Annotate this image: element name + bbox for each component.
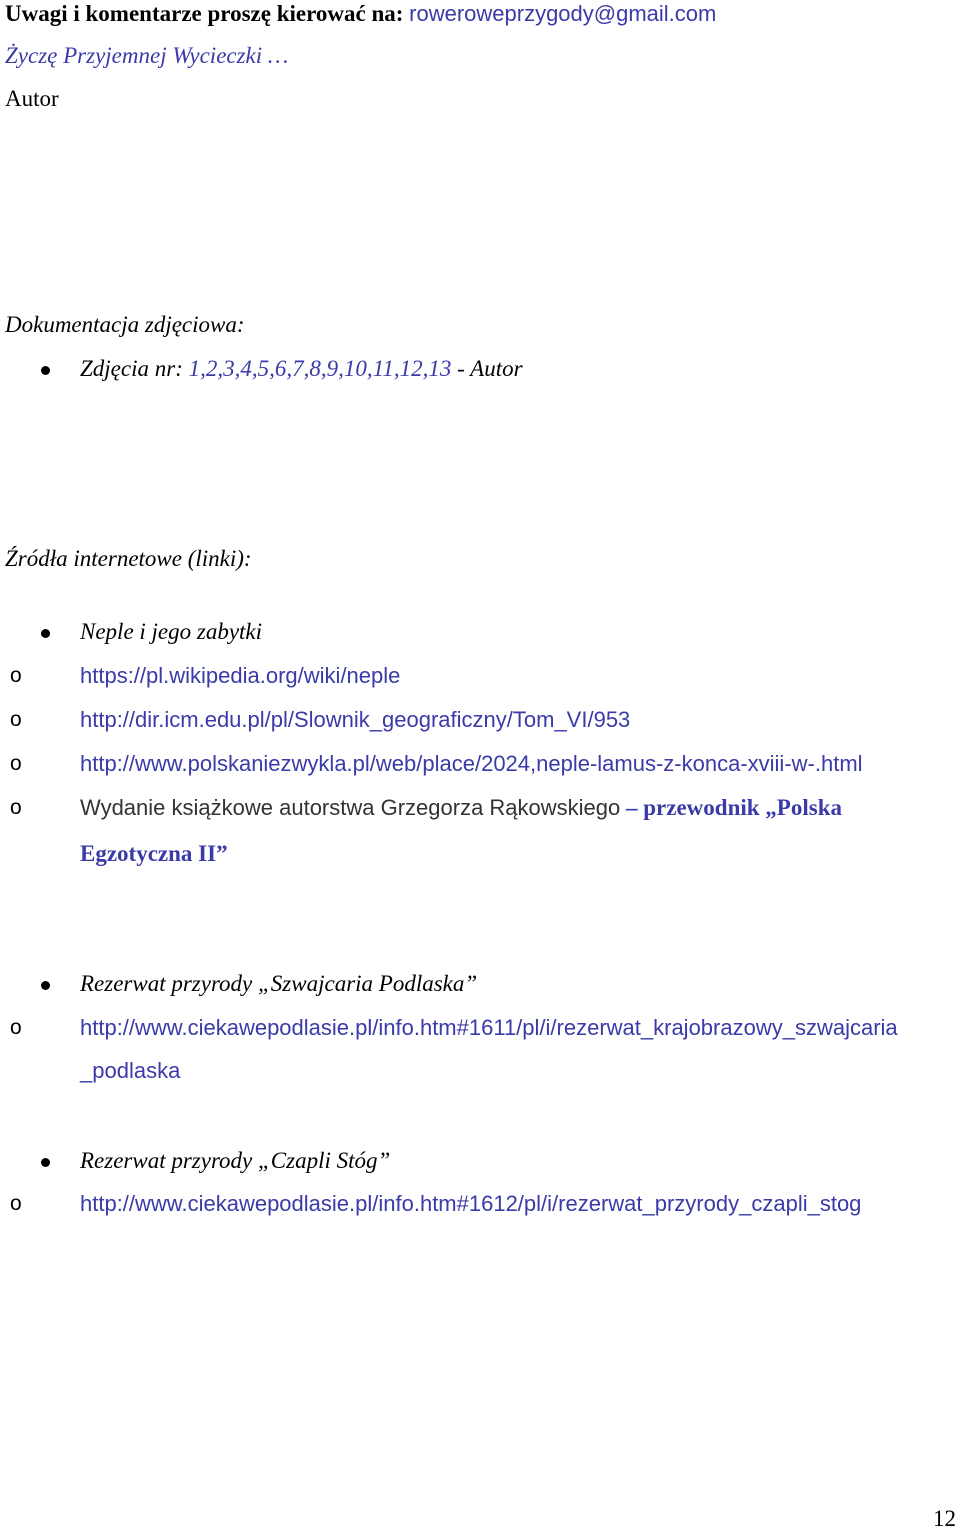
circle-bullet-icon: o (10, 796, 22, 819)
photo-section-heading: Dokumentacja zdjęciowa: (5, 312, 245, 337)
link-wikipedia[interactable]: https://pl.wikipedia.org/wiki/neple (80, 663, 401, 688)
photo-item-prefix: Zdjęcia nr: (80, 356, 183, 381)
book-title-line2: Egzotyczna II” (80, 841, 228, 866)
sources-heading: Źródła internetowe (linki): (5, 546, 252, 571)
circle-bullet-icon: o (10, 1192, 22, 1215)
author-label: Autor (5, 86, 59, 111)
bullet-icon (41, 1158, 50, 1167)
circle-bullet-icon: o (10, 1016, 22, 1039)
link-szwajcaria[interactable]: http://www.ciekawepodlasie.pl/info.htm#1611/pl/i/rezerwat_krajobrazowy_szwajcaria (80, 1015, 898, 1040)
book-description: Wydanie książkowe autorstwa Grzegorza Rąkowskiego (80, 795, 621, 820)
link-czapli[interactable]: http://www.ciekawepodlasie.pl/info.htm#1612/pl/i/rezerwat_przyrody_czapli_stog (80, 1191, 862, 1216)
contact-label: Uwagi i komentarze proszę kierować na: (5, 1, 404, 26)
contact-email-link[interactable]: roweroweprzygody@gmail.com (409, 1, 717, 26)
link-szwajcaria-cont[interactable]: _podlaska (80, 1058, 181, 1083)
contact-line (5, 0, 716, 28)
circle-bullet-icon: o (10, 752, 22, 775)
wish-text: Życzę Przyjemnej Wycieczki … (5, 43, 289, 68)
link-slownik[interactable]: http://dir.icm.edu.pl/pl/Slownik_geograficzny/Tom_VI/953 (80, 707, 631, 732)
group-title: Rezerwat przyrody „Szwajcaria Podlaska” (80, 971, 478, 996)
page-number: 12 (933, 1506, 956, 1531)
circle-bullet-icon: o (10, 708, 22, 731)
bullet-icon (41, 981, 50, 990)
photo-suffix: - Autor (457, 356, 523, 381)
book-title-line1: – przewodnik „Polska (626, 795, 842, 820)
group-title: Neple i jego zabytki (80, 619, 263, 644)
link-polskaniezwykla[interactable]: http://www.polskaniezwykla.pl/web/place/2024,neple-lamus-z-konca-xviii-w-.html (80, 751, 863, 776)
photo-numbers: 1,2,3,4,5,6,7,8,9,10,11,12,13 (188, 356, 452, 381)
circle-bullet-icon: o (10, 664, 22, 687)
bullet-icon (41, 629, 50, 638)
bullet-icon (41, 366, 50, 375)
group-title: Rezerwat przyrody „Czapli Stóg” (80, 1148, 391, 1173)
